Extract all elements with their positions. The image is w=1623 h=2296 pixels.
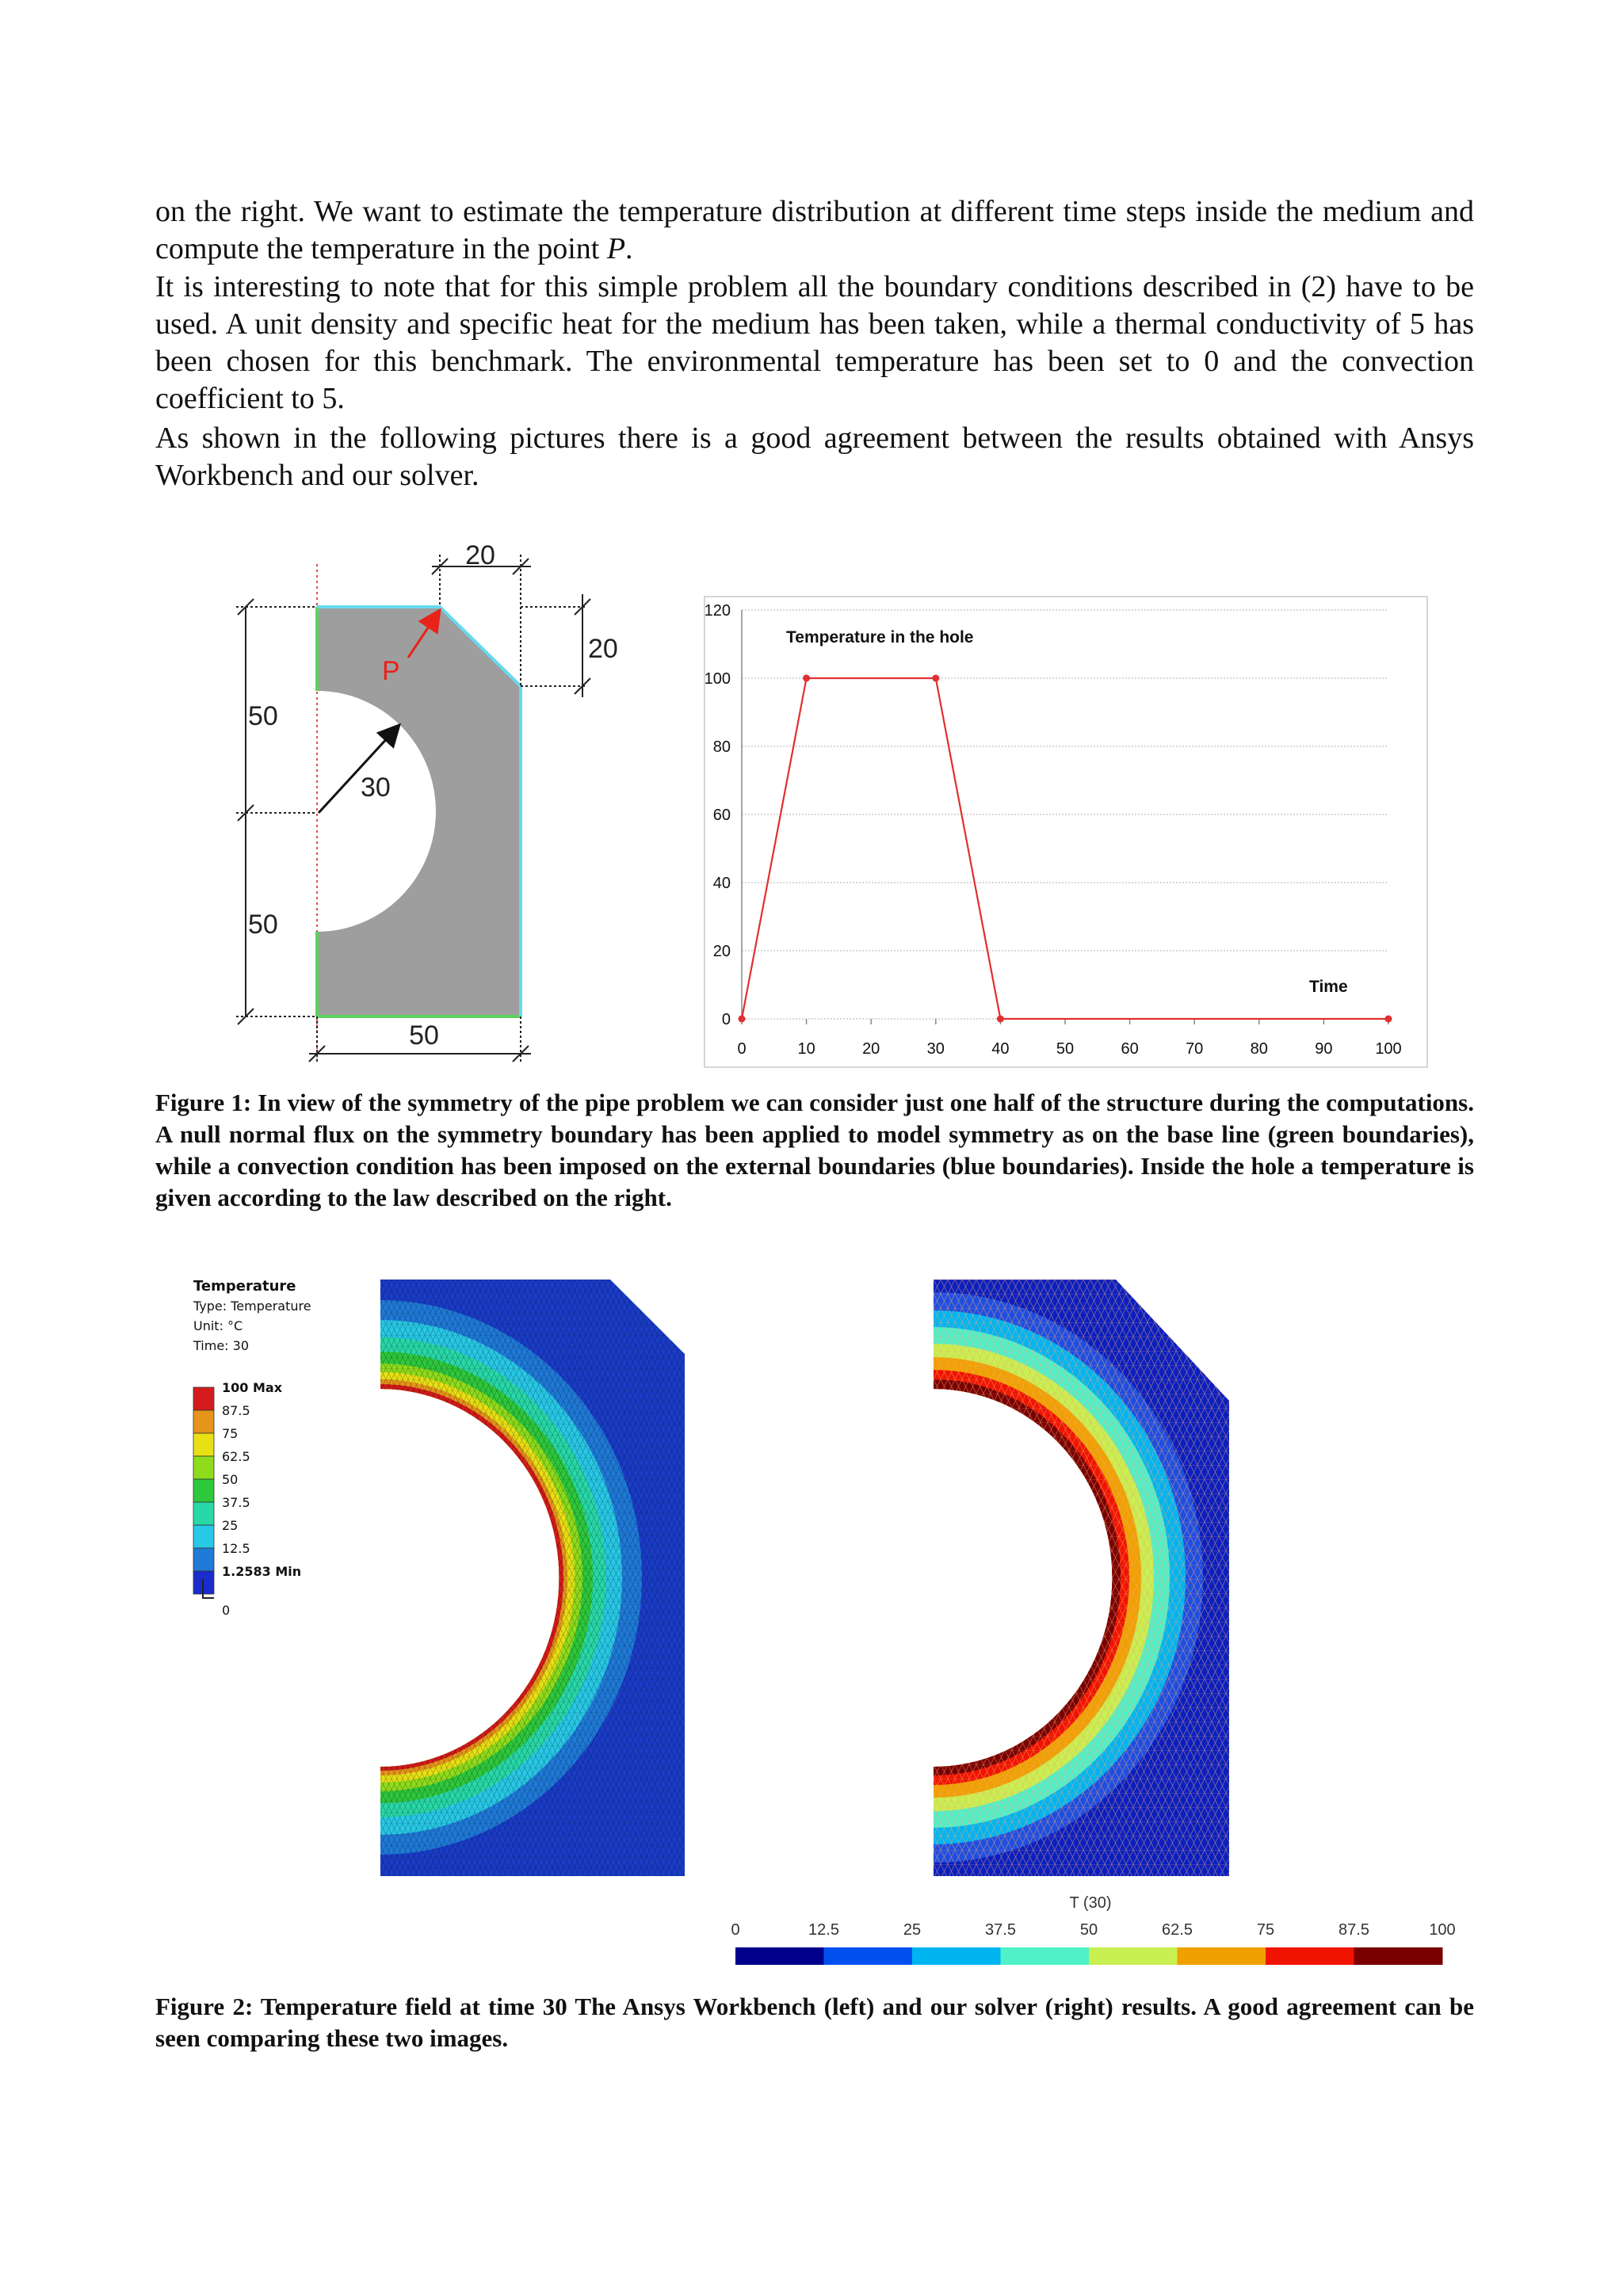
ansys-legend-label-4: 50: [222, 1472, 239, 1487]
colorbar-tick-4: 50: [1079, 1921, 1098, 1939]
dim-radius-label: 30: [361, 772, 391, 803]
chart-x-tick-6: 60: [1121, 1040, 1139, 1058]
colorbar-swatch-3: [1001, 1947, 1090, 1965]
chart-y-tick-4: 80: [712, 738, 731, 756]
chart-y-tick-0: 0: [721, 1011, 731, 1028]
colorbar-swatch-2: [912, 1947, 1001, 1965]
chart-x-tick-8: 80: [1250, 1040, 1268, 1058]
colorbar-swatch-5: [1178, 1947, 1266, 1965]
ansys-legend-label-6: 25: [222, 1518, 239, 1533]
colorbar-swatches: [735, 1947, 1443, 1965]
ansys-legend-swatch-7: [193, 1548, 214, 1571]
chart-y-tick-labels: [705, 602, 731, 1028]
ansys-legend-swatches: [193, 1387, 214, 1594]
chart-point-2: [932, 675, 939, 682]
ansys-legend-title: Temperature: [193, 1278, 296, 1295]
paragraph-3: As shown in the following pictures there is a good agreement between the results obtained with Ansys Workbench and our solver.: [155, 421, 1474, 492]
chart-point-4: [1385, 1016, 1392, 1023]
ansys-legend-swatch-0: [193, 1387, 214, 1410]
colorbar-title: T (30): [1069, 1894, 1112, 1912]
ansys-legend-swatch-4: [193, 1479, 214, 1502]
colorbar-tick-labels: [731, 1921, 1455, 1939]
temperature-chart: [704, 596, 1428, 1068]
ansys-legend-label-3: 62.5: [222, 1449, 250, 1464]
chart-x-tick-3: 30: [926, 1040, 945, 1058]
colorbar-tick-5: 62.5: [1162, 1921, 1193, 1939]
colorbar-tick-8: 100: [1429, 1921, 1456, 1939]
ansys-legend-label-2: 75: [222, 1426, 239, 1441]
dim-top-label: 20: [465, 540, 495, 570]
ansys-legend-time: Time: 30: [193, 1338, 249, 1353]
ansys-legend-swatch-3: [193, 1456, 214, 1479]
chart-series-line: [739, 675, 1392, 1023]
point-p-italic: P: [606, 232, 626, 265]
colorbar-tick-7: 87.5: [1338, 1921, 1369, 1939]
chart-series-path: [742, 678, 1388, 1019]
solver-temperature-field: [934, 1280, 1239, 1882]
chart-point-0: [739, 1016, 746, 1023]
paragraph-1: on the right. We want to estimate the temperature distribution at different time steps inside the medium and compute the temperature in the point P.: [155, 195, 1474, 265]
ansys-legend-unit: Unit: °C: [193, 1318, 243, 1333]
chart-x-tick-5: 50: [1056, 1040, 1075, 1058]
ansys-legend-labels: [222, 1380, 301, 1618]
colorbar-tick-6: 75: [1256, 1921, 1275, 1939]
paragraph-2: It is interesting to note that for this simple problem all the boundary conditions described in (2) have to be used. A unit density and specific heat for the medium has been taken, while a thermal conductivity of 5 has been chosen for this benchmark. The environmental temperature has been set to 0 and the convection coefficient to 5.: [155, 270, 1474, 415]
colorbar-swatch-4: [1089, 1947, 1178, 1965]
colorbar-tick-3: 37.5: [985, 1921, 1016, 1939]
ansys-legend-label-9: 0: [222, 1603, 231, 1618]
dim-bottom-label: 50: [409, 1020, 439, 1051]
colorbar-swatch-7: [1354, 1947, 1443, 1965]
chart-x-tick-1: 10: [797, 1040, 815, 1058]
colorbar-swatch-0: [735, 1947, 824, 1965]
chart-x-axis-label: Time: [1309, 978, 1348, 996]
chart-gridlines: [742, 610, 1388, 1024]
chart-x-tick-2: 20: [862, 1040, 880, 1058]
chart-x-tick-9: 90: [1315, 1040, 1333, 1058]
ansys-legend-swatch-6: [193, 1525, 214, 1548]
ansys-temperature-field: [380, 1280, 689, 1882]
chart-point-3: [997, 1016, 1004, 1023]
colorbar-tick-0: 0: [731, 1921, 740, 1939]
ansys-legend-swatch-5: [193, 1502, 214, 1525]
figure-1-caption: Figure 1: In view of the symmetry of the pipe problem we can consider just one half of the structure during the computations. A null normal flux on the symmetry boundary has been applied to model symmetry as on the base line (green boundaries), while a convection condition has been imposed on the external boundaries (blue boundaries). Inside the hole a temperature is given according to the law described on the right.: [155, 1089, 1474, 1211]
dim-left-upper-label: 50: [248, 701, 278, 731]
chart-x-tick-10: 100: [1375, 1040, 1402, 1058]
half-pipe-shape: [317, 607, 521, 1016]
point-p-label: P: [382, 656, 400, 686]
ansys-legend-type: Type: Temperature: [193, 1299, 311, 1314]
chart-y-tick-2: 40: [712, 875, 731, 892]
dim-right-label: 20: [588, 634, 618, 664]
ansys-legend-swatch-2: [193, 1433, 214, 1456]
ansys-legend-label-7: 12.5: [222, 1541, 250, 1556]
ansys-legend-label-1: 87.5: [222, 1403, 250, 1418]
geometry-diagram: [222, 531, 618, 1070]
ansys-legend-label-5: 37.5: [222, 1495, 250, 1510]
ansys-legend-label-8: 1.2583 Min: [222, 1564, 302, 1579]
colorbar-swatch-6: [1266, 1947, 1354, 1965]
chart-y-tick-5: 100: [704, 670, 731, 688]
chart-x-tick-labels: [737, 1040, 1401, 1058]
chart-y-tick-3: 60: [712, 807, 731, 824]
figure-2-caption: Figure 2: Temperature field at time 30 The Ansys Workbench (left) and our solver (right) results. A good agreement can be seen comparing these two images.: [155, 1993, 1474, 2052]
colorbar-swatch-1: [824, 1947, 913, 1965]
ansys-legend: [182, 1272, 372, 1618]
ansys-legend-swatch-1: [193, 1410, 214, 1433]
chart-x-tick-4: 40: [991, 1040, 1010, 1058]
chart-y-tick-1: 20: [712, 943, 731, 960]
dim-left-lower-label: 50: [248, 910, 278, 940]
colorbar-tick-1: 12.5: [808, 1921, 839, 1939]
chart-x-tick-0: 0: [737, 1040, 747, 1058]
chart-title: Temperature in the hole: [786, 628, 974, 646]
solver-colorbar: [713, 1886, 1474, 1973]
ansys-legend-label-0: 100 Max: [222, 1380, 283, 1395]
chart-x-tick-7: 70: [1186, 1040, 1204, 1058]
chart-y-tick-6: 120: [704, 602, 731, 620]
chart-point-1: [803, 675, 810, 682]
colorbar-tick-2: 25: [903, 1921, 922, 1939]
